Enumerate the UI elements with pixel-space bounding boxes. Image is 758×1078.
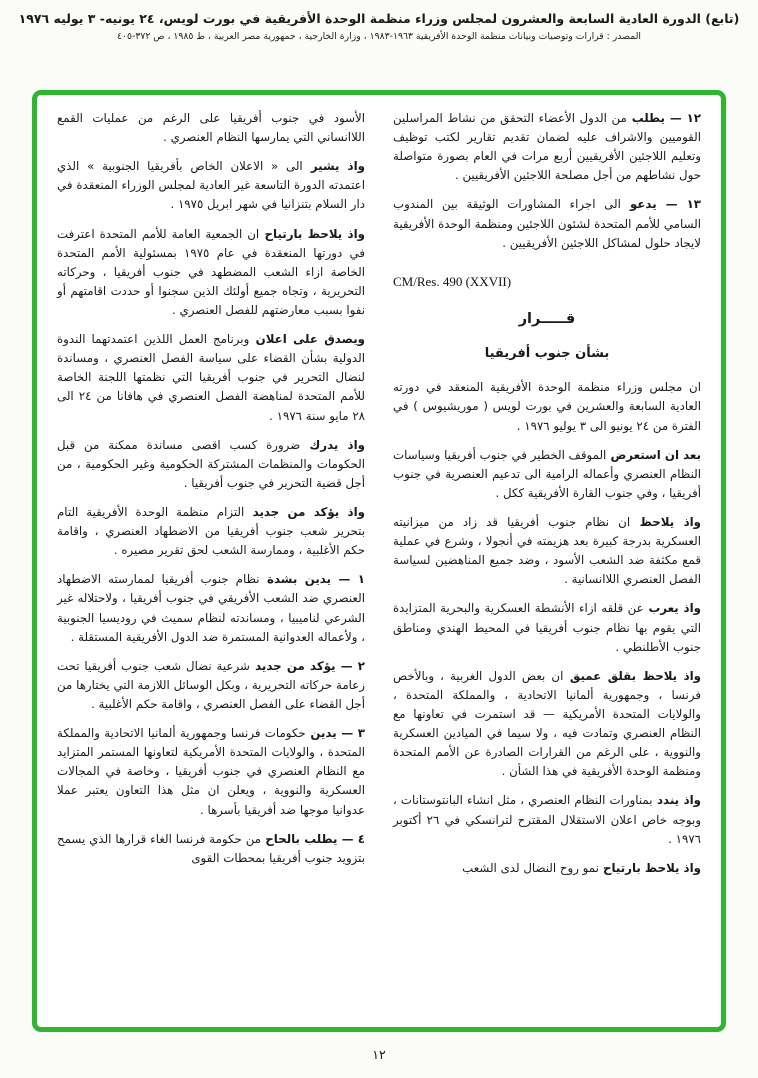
paragraph-list-right-body [393,378,701,878]
paragraph: واذ يشير الى « الاعلان الخاص بأفريقيا الجنوبية » الذي اعتمدته الدورة التاسعة غير العادية لمجلس الوزراء المنعقدة في دار السلام بتنزانيا في شهر ابريل ١٩٧٥ . [57,159,365,212]
paragraph: واذ يلاحظ بارتياح ان الجمعية العامة للأمم المتحدة اعترفت في دورتها المنعقدة في عام ١٩٧٥ بمسئولية الأمم المتحدة الخاصة ازاء الشعب المضطهد في جنوب أفريقيا ، وحركاته التحريرية ، وتجاه جميع أولئك الذين سجنوا أو حددت اقامتهم أو نفوا بسبب معارضتهم للفصل العنصري . [57,226,365,317]
paragraph: واذ يلاحظ بقلق عميق ان بعض الدول الغربية ، وبالأخص فرنسا ، وجمهورية ألمانيا الاتحادية ، والمملكة المتحدة ، والولايات المتحدة الأمريكية — قد استمرت في تعاونها مع النظام العنصري وتمادت فيه ، ولا سيما في الميادين العسكرية والنووية ، على الرغم من القرارات الصادرة عن الأمم المتحدة ومنظمة الوحدة الأفريقية في هذا الشأن . [393,668,701,779]
paragraph: واذ يعرب عن قلقه ازاء الأنشطة العسكرية والبحرية المتزايدة التي يقوم بها نظام جنوب أفريقيا في المحيط الهندي ومناطق جنوب الأطلنطي . [393,601,701,654]
column-left [57,109,365,1017]
paragraph-list-right-intro [393,109,701,253]
paragraph-list-left [57,109,365,868]
resolution-reference: CM/Res. 490 (XXVII) [393,273,512,289]
paragraph: واذ يلاحظ بارتياح نمو روح النضال لدى الشعب [462,860,701,875]
paragraph: ويصدق على اعلان وبرنامج العمل اللذين اعتمدتهما الندوة الدولية بشأن القضاء على سياسة الفصل العنصري ، ومساندة لنضال التحرير في جنوب أفريقيا التي نظمتها اللجنة الخاصة للأمم المتحدة لمناهضة الفصل العنصري في هافانا من ٢٤ الى ٢٨ مايو سنة ١٩٧٦ . [57,332,365,423]
paragraph: الأسود في جنوب أفريقيا على الرغم من عمليات القمع اللاانساني التي يمارسها النظام العنصري . [57,111,365,145]
paragraph: ٣ — يدين حكومات فرنسا وجمهورية ألمانيا الاتحادية والمملكة المتحدة ، والولايات المتحدة الأمريكية لتعاونها المستمر المتزايد مع النظام العنصري في جنوب أفريقيا ، وخاصة في المجالات العسكرية والنووية ، ويعلن ان مثل هذا التعاون يعتبر عملا عدوانيا موجها ضد أفريقيا بأسرها . [57,726,365,817]
page-header [0,0,758,42]
paragraph: واذ يؤكد من جديد التزام منظمة الوحدة الأفريقية التام بتحرير شعب جنوب أفريقيا من الاضطهاد العنصري ، واقامة حكم الأغلبية ، وممارسة الشعب لحق تقرير مصيره . [57,504,365,558]
paragraph: ١٢ — يطلب من الدول الأعضاء التحقق من نشاط المراسلين القوميين والاشراف عليه لضمان تقديم تقارير لكتب توظيف وتعليم اللاجئين الأفريقيين أربع مرات في العام بصورة متواصلة حول نشاطهم من أجل مصلحة اللاجئين الأفريقيين . [393,111,702,183]
text-columns [37,95,721,1027]
column-right [393,109,701,1017]
header-source-note: المصدر : قرارات وتوصيات وبيانات منظمة الوحدة الأفريقية ١٩٦٣-١٩٨٣ ، وزارة الخارجية ، جمهورية مصر العربية ، ط ١٩٨٥ ، ص ٣٧٢-٤٠٥ [116,31,641,43]
paragraph: ١٣ — يدعو الى اجراء المشاورات الوثيقة بين المندوب السامي للأمم المتحدة لشئون اللاجئين ومنظمة الوحدة الأفريقية لايجاد حلول لمشاكل اللاجئين الأفريقيين . [393,197,701,250]
page-number: ١٢ [372,1047,386,1062]
paragraph: ٢ — يؤكد من جديد شرعية نضال شعب جنوب أفريقيا تحت زعامة حركاته التحريرية ، وبكل الوسائل اللازمة التي يختارها من أجل القضاء على الفصل العنصري ، واقامة حكم الأغلبية . [57,658,365,711]
resolution-subtitle: بشأن جنوب أفريقيا [484,346,610,362]
paragraph: واذ يندد بمناورات النظام العنصري ، مثل انشاء البانتوستانات ، وبوجه خاص اعلان الاستقلال المقترح لترانسكي في ٢٦ أكتوبر ١٩٧٦ . [393,793,702,846]
paragraph: واذ يلاحظ ان نظام جنوب أفريقيا قد زاد من ميزانيته العسكرية بدرجة كبيرة بعد هزيمته في أنجولا ، وشرع في عملية قمع مكثفة ضد الشعب الأسود ، وضد جميع المناهضين لسياسة الفصل العنصري اللاانسانية . [393,515,702,587]
paragraph: بعد ان استعرض الموقف الخطير في جنوب أفريقيا وسياسات النظام العنصري وأعماله الرامية الى تدعيم العنصرية في جنوب أفريقيا ، وفي جنوب القارة الأفريقية ككل . [393,447,702,500]
header-session-title: (تابع) الدورة العادية السابعة والعشرون لمجلس وزراء منظمة الوحدة الأفريقية في بورت لويس، ٢٤ يونيه- ٣ يوليه ١٩٧٦ [18,11,740,26]
content-border-box [32,90,726,1032]
paragraph: واذ يدرك ضرورة كسب اقصى مساندة ممكنة من قبل الحكومات والمنظمات المشتركة الحكومية وغير الحكومية ، من أجل قضية التحرير في جنوب أفريقيا . [57,437,365,490]
paragraph: ان مجلس وزراء منظمة الوحدة الأفريقية المنعقد في دورته العادية السابعة والعشرين في بورت لويس ( موريشيوس ) في الفترة من ٢٤ يونيو الى ٣ يوليو ١٩٧٦ . [393,380,701,433]
paragraph: ١ — يدين بشدة نظام جنوب أفريقيا لممارسته الاضطهاد العنصري ضد الشعب الأفريقي في جنوب أفريقيا ، ولاحتلاله غير الشرعي لناميبيا ، ومساندته لنظام سميث في روديسيا الجنوبية ، ولأعماله العدوانية المستمرة ضد الدول الأفريقية المستقلة . [57,572,365,644]
paragraph: ٤ — يطلب بالحاح من حكومة فرنسا الغاء قرارها الذي يسمح بتزويد جنوب أفريقيا بمحطات القوى [57,831,365,865]
resolution-title: قـــــرار [518,310,576,327]
